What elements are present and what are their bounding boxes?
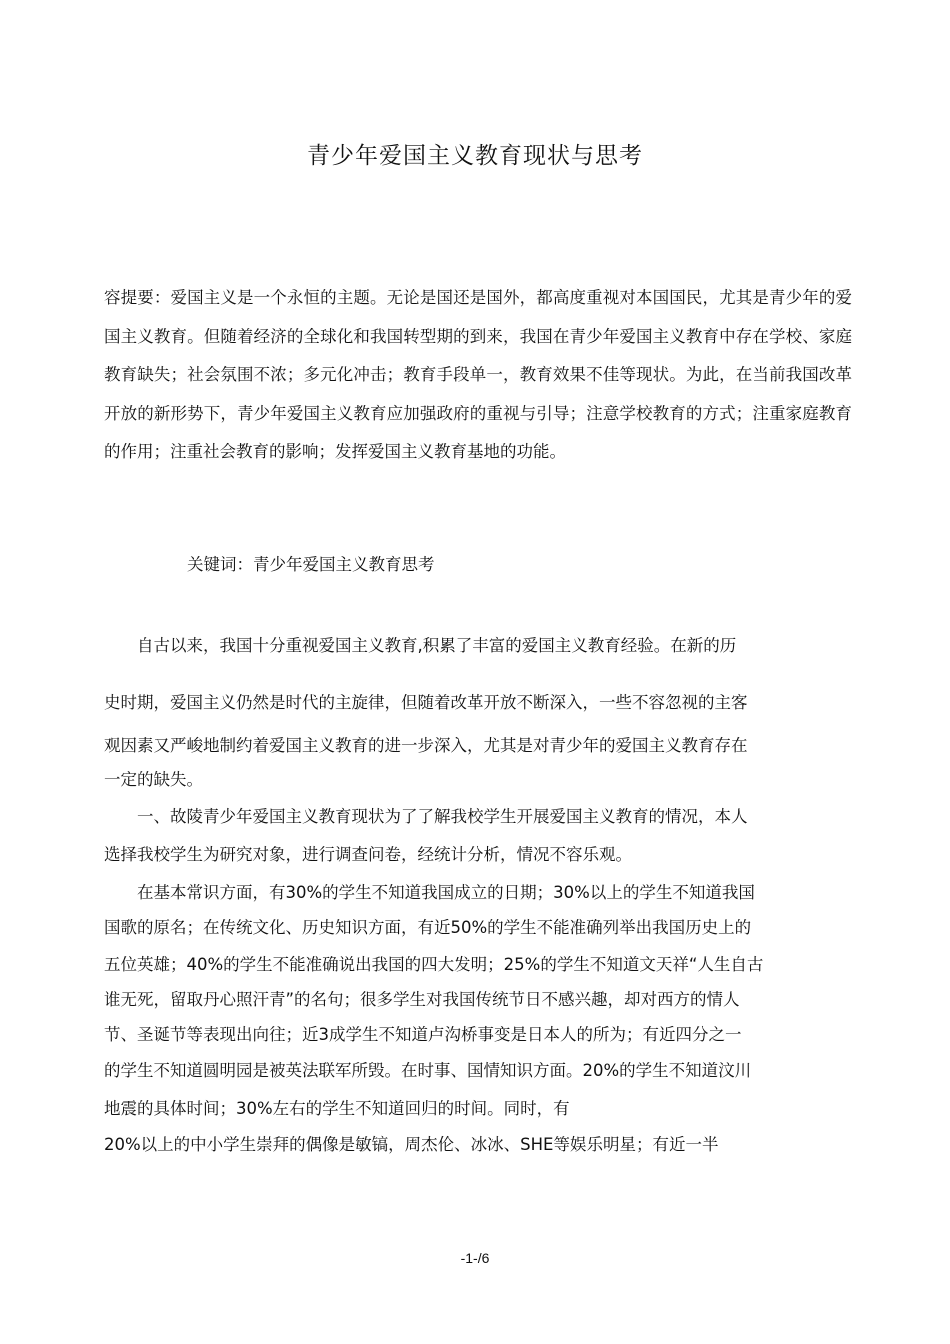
body-line: 在基本常识方面，有30%的学生不知道我国成立的日期；30%以上的学生不知道我国 [104, 883, 755, 902]
body-line: 选择我校学生为研究对象，进行调查问卷，经统计分析，情况不容乐观。 [104, 845, 632, 864]
body-line: 五位英雄；40%的学生不能准确说出我国的四大发明；25%的学生不知道文天祥“人生自古 [104, 955, 764, 974]
document-title: 青少年爱国主义教育现状与思考 [307, 143, 643, 169]
keywords-line: 关键词：青少年爱国主义教育思考 [187, 555, 435, 574]
body-line: 史时期，爱国主义仍然是时代的主旋律，但随着改革开放不断深入，一些不容忽视的主客 [104, 693, 748, 712]
body-line: 节、圣诞节等表现出向往；近3成学生不知道卢沟桥事变是日本人的所为；有近四分之一 [104, 1025, 742, 1044]
abstract-paragraph: 容提要：爱国主义是一个永恒的主题。无论是国还是国外，都高度重视对本国国民，尤其是青少年的爱国主义教育。但随着经济的全球化和我国转型期的到来，我国在青少年爱国主义教育中存在学校、家庭教育缺失；社会氛围不浓；多元化冲击；教育手段单一，教育效果不佳等现状。为此，在当前我国改革开放的新形势下，青少年爱国主义教育应加强政府的重视与引导；注意学校教育的方式；注重家庭教育的作用；注重社会教育的影响；发挥爱国主义教育基地的功能。 [104, 288, 852, 461]
page-number: -1-/6 [460, 1250, 490, 1266]
body-line: 的学生不知道圆明园是被英法联军所毁。在时事、国情知识方面。20%的学生不知道汶川 [104, 1061, 752, 1080]
body-line: 谁无死，留取丹心照汗青”的名句；很多学生对我国传统节日不感兴趣，却对西方的情人 [104, 990, 740, 1009]
body-line: 20%以上的中小学生崇拜的偶像是敏镐，周杰伦、冰冰、SHE等娱乐明星；有近一半 [104, 1135, 719, 1154]
body-line: 观因素又严峻地制约着爱国主义教育的进一步深入，尤其是对青少年的爱国主义教育存在 [104, 736, 748, 755]
body-line: 自古以来，我国十分重视爱国主义教育,积累了丰富的爱国主义教育经验。在新的历 [104, 636, 737, 655]
body-line: 一、故陵青少年爱国主义教育现状为了了解我校学生开展爱国主义教育的情况，本人 [104, 807, 748, 826]
body-line: 国歌的原名；在传统文化、历史知识方面，有近50%的学生不能准确列举出我国历史上的 [104, 918, 752, 937]
body-line: 一定的缺失。 [104, 770, 203, 789]
body-line: 地震的具体时间；30%左右的学生不知道回归的时间。同时，有 [104, 1099, 570, 1118]
